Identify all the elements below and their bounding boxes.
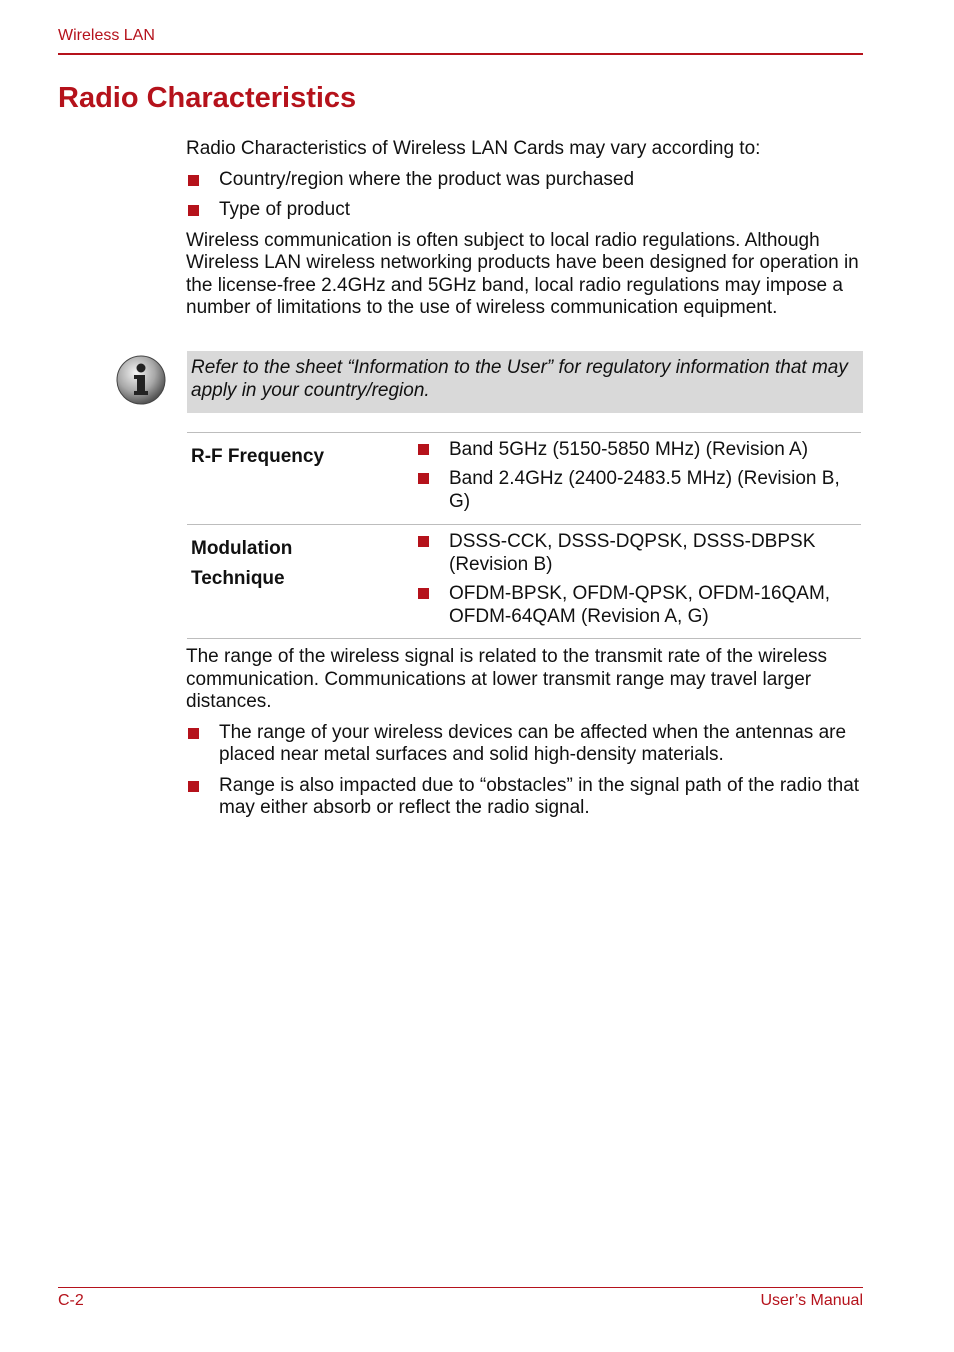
spec-table [187,432,861,639]
row-label-line: Technique [191,568,285,589]
list-item-text: OFDM-BPSK, OFDM-QPSK, OFDM-16QAM, OFDM-64QAM (Revision A, G) [449,583,831,627]
list-item [186,169,866,192]
list-item [416,582,861,628]
list-item-text: The range of your wireless devices can be affected when the antennas are placed near metal surfaces and solid high-density materials. [219,721,847,765]
regulation-paragraph: Wireless communication is often subject to local radio regulations. Although Wireless LAN wireless networking products have been designed for operation in the license-free 2.4GHz and 5GHz band, local radio regulations may impose a number of limitations to the use of wireless communication equipment. [186,229,859,318]
page-title: Radio Characteristics [58,82,357,114]
row-label-line: Modulation [191,538,293,559]
info-note: Refer to the sheet “Information to the User” for regulatory information that may apply in your country/region. [187,351,863,413]
list-item [186,775,866,820]
list-item-text: DSSS-CCK, DSSS-DQPSK, DSSS-DBPSK (Revision B) [449,531,816,575]
bullet-square-icon [418,536,429,547]
bullet-square-icon [418,588,429,599]
intro-text: Radio Characteristics of Wireless LAN Cards may vary according to: [186,138,761,159]
bullet-square-icon [418,444,429,455]
list-item [416,530,861,576]
page-number: C-2 [58,1292,84,1309]
list-item-text: Country/region where the product was purchased [219,168,635,190]
row-values [416,438,861,519]
row-label [191,534,292,594]
table-row [187,524,861,639]
running-header: Wireless LAN [58,27,155,44]
row-label [191,442,324,472]
range-paragraph: The range of the wireless signal is related to the transmit rate of the wireless communication. Communications at lower transmit range may travel larger distances. [186,646,828,712]
list-item [416,467,861,513]
bullet-square-icon [188,728,199,739]
list-item [416,438,861,461]
footer-divider [58,1287,863,1288]
bullet-square-icon [418,473,429,484]
list-item [186,199,866,222]
bullet-square-icon [188,205,199,216]
list-item-text: Range is also impacted due to “obstacles” in the signal path of the radio that may either absorb or reflect the radio signal. [219,774,860,818]
list-item-text: Type of product [219,199,350,220]
bullet-square-icon [188,175,199,186]
range-section [186,646,866,820]
list-item [186,722,866,767]
bullet-square-icon [188,781,199,792]
intro-section [186,138,866,320]
list-item-text: Band 2.4GHz (2400-2483.5 MHz) (Revision B, G) [449,468,840,512]
list-item-text: Band 5GHz (5150-5850 MHz) (Revision A) [449,439,809,460]
manual-title: User’s Manual [760,1292,863,1309]
header-divider [58,53,863,55]
table-row [187,432,861,524]
info-icon [115,354,167,406]
row-label-line: R-F Frequency [191,446,325,467]
row-values [416,530,861,634]
